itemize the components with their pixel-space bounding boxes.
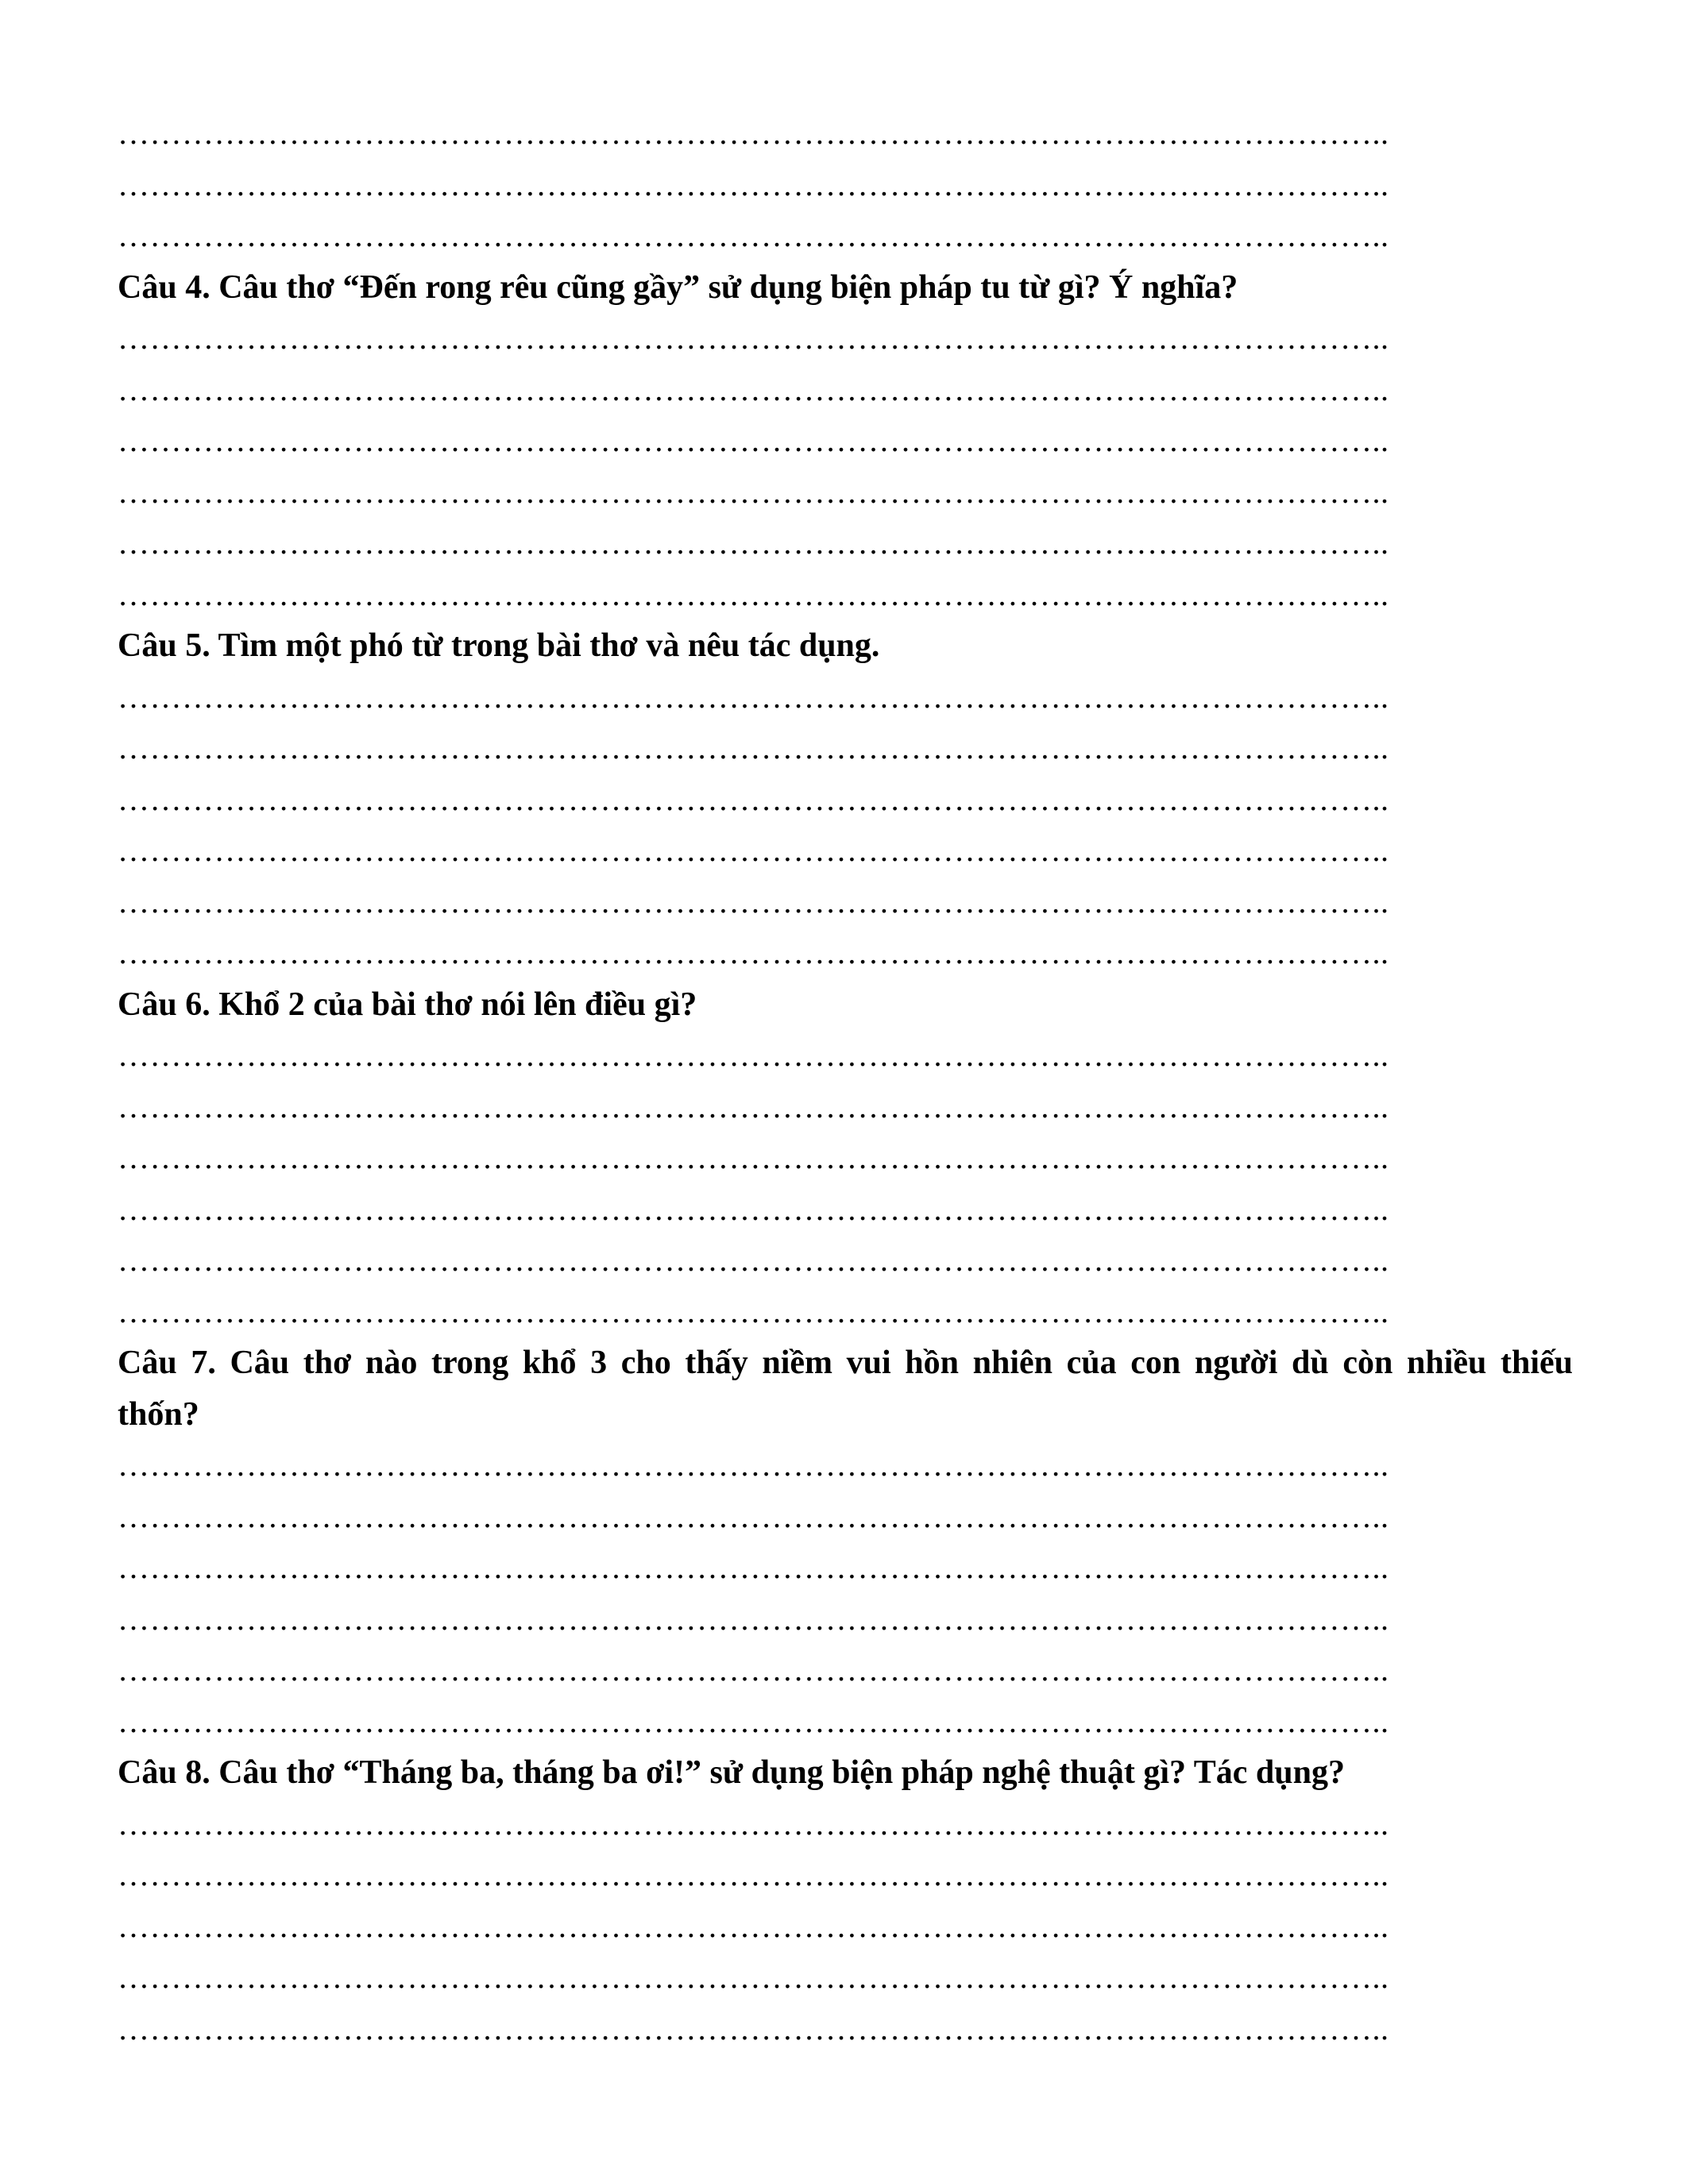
answer-line[interactable]: ……………………………………………………………………………………………………….. [118, 678, 1389, 715]
answer-line[interactable]: ……………………………………………………………………………………………………….. [118, 1805, 1389, 1842]
answer-line[interactable]: ……………………………………………………………………………………………………….. [118, 1857, 1389, 1893]
worksheet-page [118, 108, 1573, 2055]
answer-line[interactable]: ……………………………………………………………………………………………………….. [118, 1447, 1389, 1483]
answer-line[interactable]: ……………………………………………………………………………………………………….. [118, 115, 1389, 151]
question-text: Tìm một phó từ trong bài thơ và nêu tác dụng. [218, 627, 880, 664]
question-block-7 [118, 1337, 1573, 1747]
answer-line[interactable]: ……………………………………………………………………………………………………….. [118, 576, 1389, 612]
question-heading [118, 620, 1573, 672]
answer-line[interactable]: ……………………………………………………………………………………………………….. [118, 1037, 1389, 1073]
answer-line[interactable]: ……………………………………………………………………………………………………….. [118, 883, 1389, 920]
answer-line[interactable]: ……………………………………………………………………………………………………….. [118, 1190, 1389, 1227]
answer-line[interactable]: ……………………………………………………………………………………………………….. [118, 371, 1389, 407]
answer-line[interactable]: ……………………………………………………………………………………………………….. [118, 1908, 1389, 1944]
answer-line[interactable]: ……………………………………………………………………………………………………….. [118, 1959, 1389, 1995]
question-block-4 [118, 262, 1573, 621]
question-block-5 [118, 620, 1573, 979]
question-heading [118, 262, 1573, 314]
answer-line[interactable]: ……………………………………………………………………………………………………….. [118, 166, 1389, 203]
question-number: Câu 4. [118, 268, 211, 306]
answer-line[interactable]: ……………………………………………………………………………………………………….. [118, 1498, 1389, 1534]
question-number: Câu 6. [118, 986, 211, 1023]
question-text: Câu thơ nào trong khổ 3 cho thấy niềm vui hồn nhiên của con người dù còn nhiều thiếu thốn? [118, 1345, 1574, 1433]
answer-line[interactable]: ……………………………………………………………………………………………………….. [118, 1140, 1389, 1175]
answer-line[interactable]: ……………………………………………………………………………………………………….. [118, 218, 1389, 253]
question-block-8 [118, 1747, 1573, 2055]
question-text: Câu thơ “Tháng ba, tháng ba ơi!” sử dụng biện pháp nghệ thuật gì? Tác dụng? [218, 1754, 1345, 1791]
answer-line[interactable]: ……………………………………………………………………………………………………….. [118, 1600, 1389, 1637]
question-number: Câu 8. [118, 1754, 211, 1791]
question-heading [118, 979, 1573, 1031]
question-heading [118, 1337, 1573, 1440]
question-text: Câu thơ “Đến rong rêu cũng gầy” sử dụng biện pháp tu từ gì? Ý nghĩa? [218, 268, 1238, 306]
answer-line[interactable]: ……………………………………………………………………………………………………….. [118, 1088, 1389, 1125]
answer-line[interactable]: ……………………………………………………………………………………………………….. [118, 935, 1389, 970]
question-heading [118, 1747, 1573, 1799]
answer-line[interactable]: ……………………………………………………………………………………………………….. [118, 1293, 1389, 1329]
question-block-6 [118, 979, 1573, 1338]
answer-line[interactable]: ……………………………………………………………………………………………………….. [118, 1549, 1389, 1585]
question-text: Khổ 2 của bài thơ nói lên điều gì? [218, 986, 697, 1023]
answer-line[interactable]: ……………………………………………………………………………………………………….. [118, 2010, 1389, 2047]
answer-line[interactable]: ……………………………………………………………………………………………………….. [118, 473, 1389, 510]
answer-line[interactable]: ……………………………………………………………………………………………………….. [118, 320, 1389, 356]
question-number: Câu 5. [118, 627, 211, 664]
answer-line[interactable]: ……………………………………………………………………………………………………….. [118, 1242, 1389, 1278]
answer-line[interactable]: ……………………………………………………………………………………………………….. [118, 423, 1389, 458]
answer-line[interactable]: ……………………………………………………………………………………………………….. [118, 1703, 1389, 1739]
answer-line[interactable]: ……………………………………………………………………………………………………….. [118, 781, 1389, 817]
answer-line[interactable]: ……………………………………………………………………………………………………….. [118, 1652, 1389, 1688]
intro-answer-lines [118, 108, 1573, 262]
answer-line[interactable]: ……………………………………………………………………………………………………….. [118, 525, 1389, 561]
answer-line[interactable]: ……………………………………………………………………………………………………….. [118, 832, 1389, 868]
question-number: Câu 7. [118, 1345, 216, 1381]
answer-line[interactable]: ……………………………………………………………………………………………………….. [118, 730, 1389, 766]
